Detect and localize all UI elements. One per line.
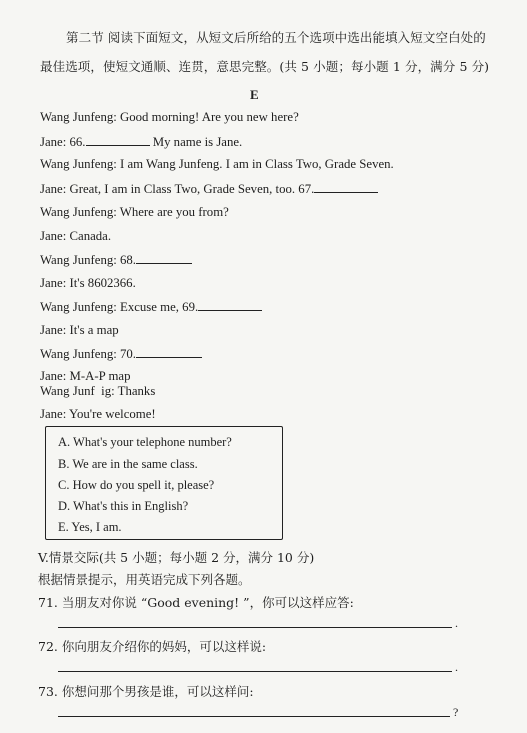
end-mark: ? xyxy=(453,705,459,719)
answer-blank-67[interactable] xyxy=(314,182,378,193)
answer-line-73[interactable] xyxy=(58,716,450,717)
dialogue-line: Jane: It's 8602366. xyxy=(40,276,136,290)
option-a: A. What's your telephone number? xyxy=(58,435,232,449)
end-mark: . xyxy=(455,616,458,630)
dialogue-line: Wang Junfeng: Excuse me, 69. xyxy=(40,300,262,314)
dialogue-line: Wang Junf ig: Thanks xyxy=(40,384,156,398)
dialogue-line: Jane: M-A-P map xyxy=(40,369,131,383)
answer-blank-66[interactable] xyxy=(86,135,150,146)
section-instruction: 根据情景提示，用英语完成下列各题。 xyxy=(38,572,251,587)
dialogue-line: Wang Junfeng: I am Wang Junfeng. I am in Class Two, Grade Seven. xyxy=(40,157,394,171)
dialogue-line: Wang Junfeng: 70. xyxy=(40,347,202,361)
section-heading-line2: 最佳选项，使短文通顺、连贯，意思完整。(共 5 小题；每小题 1 分，满分 5 分) xyxy=(40,59,490,74)
answer-blank-69[interactable] xyxy=(198,300,262,311)
dialogue-line: Wang Junfeng: 68. xyxy=(40,253,192,267)
option-e: E. Yes, I am. xyxy=(58,520,122,534)
option-d: D. What's this in English? xyxy=(58,499,189,513)
option-b: B. We are in the same class. xyxy=(58,457,198,471)
question-72: 72. 你向朋友介绍你的妈妈，可以这样说: xyxy=(38,639,267,654)
section-heading-line1: 第二节 阅读下面短文，从短文后所给的五个选项中选出能填入短文空白处的 xyxy=(66,30,486,45)
dialogue-line: Jane: Canada. xyxy=(40,229,112,243)
dialogue-line: Wang Junfeng: Good morning! Are you new here? xyxy=(40,110,299,124)
answer-blank-70[interactable] xyxy=(136,347,202,358)
end-mark: . xyxy=(455,660,458,674)
section-title: V.情景交际(共 5 小题；每小题 2 分，满分 10 分) xyxy=(38,550,315,565)
dialogue-line: Jane: You're welcome! xyxy=(40,407,156,421)
option-c: C. How do you spell it, please? xyxy=(58,478,215,492)
dialogue-line: Wang Junfeng: Where are you from? xyxy=(40,205,229,219)
options-box xyxy=(45,426,283,540)
answer-line-72[interactable] xyxy=(58,671,452,672)
dialogue-line: Jane: Great, I am in Class Two, Grade Seven, too. 67. xyxy=(40,182,378,196)
dialogue-line: Jane: 66. My name is Jane. xyxy=(40,135,243,149)
passage-letter: E xyxy=(250,87,259,102)
question-71: 71. 当朋友对你说 “Good evening! ”，你可以这样应答: xyxy=(38,595,354,610)
answer-blank-68[interactable] xyxy=(136,253,192,264)
question-73: 73. 你想问那个男孩是谁，可以这样问: xyxy=(38,684,254,699)
dialogue-line: Jane: It's a map xyxy=(40,323,119,337)
answer-line-71[interactable] xyxy=(58,627,452,628)
